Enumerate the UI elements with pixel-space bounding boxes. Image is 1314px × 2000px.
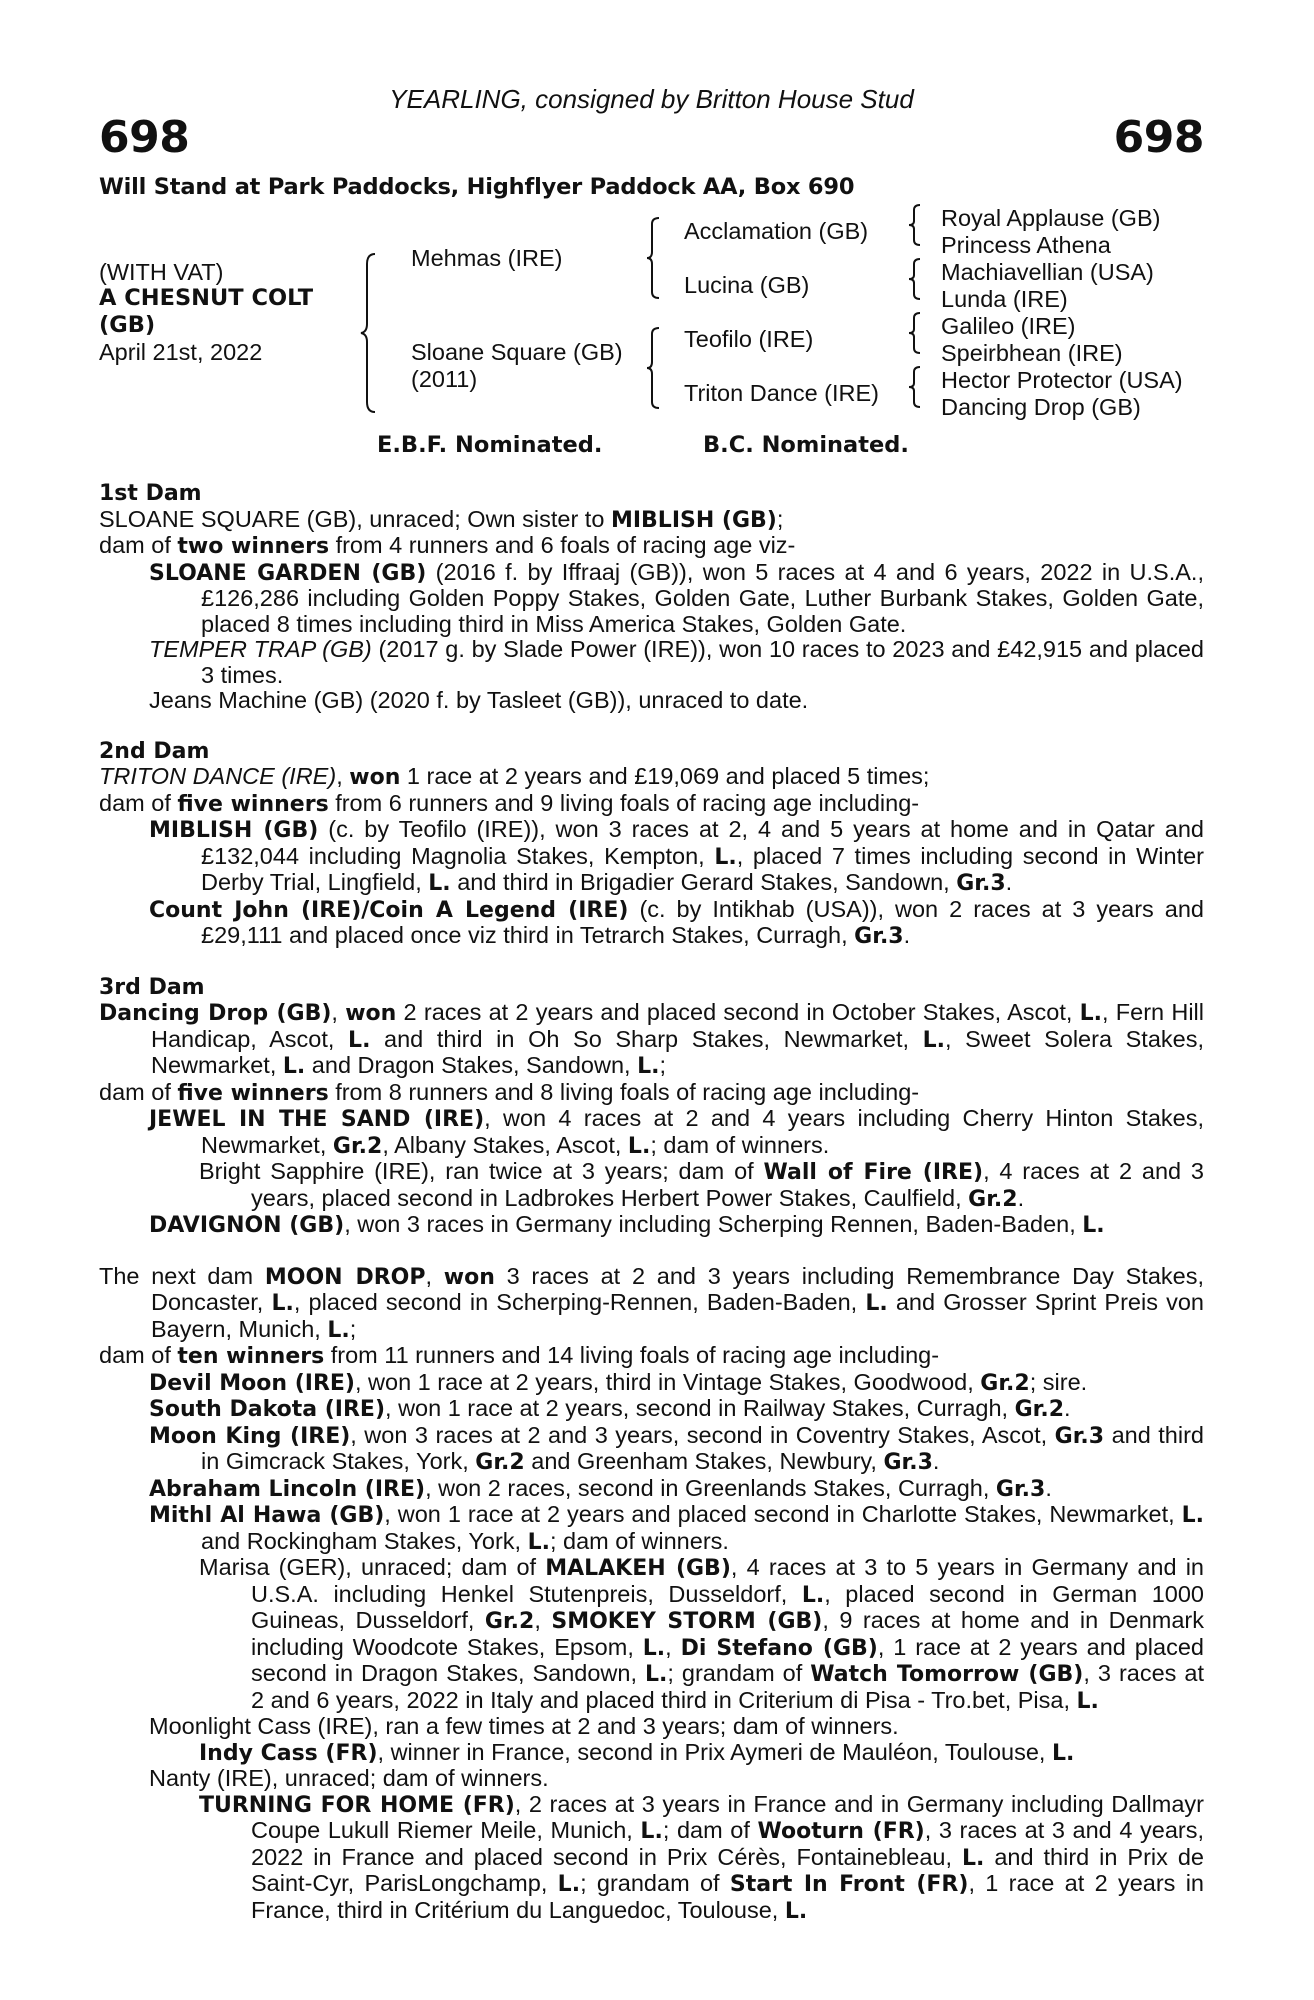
ancestor-5: Galileo (IRE) [941,313,1076,339]
next-dam-produce-5: Mithl Al Hawa (GB), won 1 race at 2 years and placed second in Charlotte Stakes, Newmarket, L. and Rockingham Stakes, York, L.; dam of winners. [149,1501,1205,1555]
first-dam-produce-1: SLOANE GARDEN (GB) (2016 f. by Iffraaj (GB)), won 5 races at 4 and 6 years, 2022 in U.S.A., £126,286 including Golden Poppy Stakes, Golden Gate, Luther Burbank Stakes, Golden Gate, placed 8 times including third in Miss America Stakes, Golden Gate. [149,558,1204,637]
next-dam-produce-6: Moonlight Cass (IRE), ran a few times at 2 and 3 years; dam of winners. [149,1713,899,1739]
ancestor-4: Lunda (IRE) [941,286,1068,312]
lot-number-left: 698 [99,112,190,163]
next-dam-summary: dam of ten winners from 11 runners and 14 living foals of racing age including- [99,1342,940,1369]
catalogue-page [99,0,1204,2000]
ancestor-1: Royal Applause (GB) [941,205,1161,231]
horse-name-line1: A CHESNUT COLT [99,285,314,311]
second-dam-intro: TRITON DANCE (IRE), won 1 race at 2 years and £19,069 and placed 5 times; [99,763,930,790]
third-dam-produce-1-offspring: Bright Sapphire (IRE), ran twice at 3 years; dam of Wall of Fire (IRE), 4 races at 2 and 3 years, placed second in Ladbrokes Herbert Power Stakes, Caulfield, Gr.2. [199,1158,1204,1212]
sire-name: Mehmas (IRE) [411,245,563,271]
third-dam-produce-1: JEWEL IN THE SAND (IRE), won 4 races at 2 and 4 years including Cherry Hinton Stakes, Newmarket, Gr.2, Albany Stakes, Ascot, L.; dam of winners. [149,1105,1204,1159]
second-dam-heading: 2nd Dam [99,738,210,764]
consignor-line: YEARLING, consigned by Britton House Stud [389,84,914,114]
ancestor-2: Princess Athena [941,232,1111,258]
dam-year: (2011) [411,366,478,392]
second-dam-produce-2: Count John (IRE)/Coin A Legend (IRE) (c. by Intikhab (USA)), won 2 races at 3 years and £29,111 and placed once viz third in Tetrarch Stakes, Curragh, Gr.3. [149,895,1204,949]
pedigree-brace-g2 [907,257,923,301]
sire-sire-name: Acclamation (GB) [684,218,869,244]
ebf-nomination: E.B.F. Nominated. [377,432,603,458]
section-gap [99,1239,1204,1264]
third-dam-summary: dam of five winners from 8 runners and 8 living foals of racing age including- [99,1078,920,1106]
vat-note: (WITH VAT) [99,259,224,285]
pedigree-brace-g4 [907,365,923,409]
bc-nomination: B.C. Nominated. [703,432,909,458]
next-dam-produce-7-offspring: TURNING FOR HOME (FR), 2 races at 3 years in France and in Germany including Dallmayr Coupe Lukull Riemer Meile, Munich, L.; dam of Wooturn (FR), 3 races at 3 and 4 years, 2022 in France and placed second in Prix Cérès, Fontainebleau, L. and third in Prix de Saint-Cyr, ParisLongchamp, L.; grandam of Start In Front (FR), 1 race at 2 years in France, third in Critérium du Languedoc, Toulouse, L. [199,1790,1205,1924]
next-dam-produce-5-offspring: Marisa (GER), unraced; dam of MALAKEH (GB), 4 races at 3 to 5 years in Germany and in U.S.A. including Henkel Stutenpreis, Dusseldorf, L., placed second in German 1000 Guineas, Dusseldorf, Gr.2, SMOKEY STORM (GB), 9 races at home and in Denmark including Woodcote Stakes, Epsom, L., Di Stefano (GB), 1 race at 2 years and placed second in Dragon Stakes, Sandown, L.; grandam of Watch Tomorrow (GB), 3 races at 2 and 6 years, 2022 in Italy and placed third in Criterium di Pisa - Tro.bet, Pisa, L. [199,1554,1204,1714]
next-dam-produce-6-offspring: Indy Cass (FR), winner in France, second in Prix Aymeri de Mauléon, Toulouse, L. [199,1738,1075,1766]
next-dam-produce-3: Moon King (IRE), won 3 races at 2 and 3 years, second in Coventry Stakes, Ascot, Gr.3 and third in Gimcrack Stakes, York, Gr.2 and Greenham Stakes, Newbury, Gr.3. [149,1421,1204,1475]
foaling-date: April 21st, 2022 [99,339,263,365]
next-dam-produce-4: Abraham Lincoln (IRE), won 2 races, second in Greenlands Stakes, Curragh, Gr.3. [149,1474,1052,1502]
ancestor-6: Speirbhean (IRE) [941,340,1123,366]
pedigree-brace-sire [645,216,663,300]
pedigree-brace-main [359,252,381,414]
lot-number-right: 698 [1113,112,1204,163]
dam-dam-name: Triton Dance (IRE) [684,380,880,406]
ancestor-3: Machiavellian (USA) [941,259,1154,285]
next-dam-produce-7: Nanty (IRE), unraced; dam of winners. [149,1765,549,1791]
pedigree-brace-g1 [907,203,923,247]
sire-dam-name: Lucina (GB) [684,272,810,298]
next-dam-produce-1: Devil Moon (IRE), won 1 race at 2 years, third in Vintage Stakes, Goodwood, Gr.2; sire. [149,1368,1088,1396]
produce-record [99,481,1204,1924]
pedigree-brace-dam [645,326,663,410]
dam-name: Sloane Square (GB) [411,339,623,365]
pedigree-brace-g3 [907,311,923,355]
next-dam-produce-2: South Dakota (IRE), won 1 race at 2 years, second in Railway Stakes, Curragh, Gr.2. [149,1395,1071,1422]
first-dam-intro: SLOANE SQUARE (GB), unraced; Own sister to MIBLISH (GB); [99,505,784,533]
next-dam-intro: The next dam MOON DROP, won 3 races at 2 and 3 years including Remembrance Day Stakes, Doncaster, L., placed second in Scherping-Rennen, Baden-Baden, L. and Grosser Sprint Preis von Bayern, Munich, L.; [99,1262,1204,1343]
third-dam-produce-2: DAVIGNON (GB), won 3 races in Germany including Scherping Rennen, Baden-Baden, L. [149,1211,1105,1238]
ancestor-8: Dancing Drop (GB) [941,394,1141,420]
ancestor-7: Hector Protector (USA) [941,367,1183,393]
first-dam-produce-3: Jeans Machine (GB) (2020 f. by Tasleet (GB)), unraced to date. [149,687,809,713]
first-dam-produce-2: TEMPER TRAP (GB) (2017 g. by Slade Power (IRE)), won 10 races to 2023 and £42,915 and placed 3 times. [149,636,1204,688]
dam-sire-name: Teofilo (IRE) [684,326,814,352]
second-dam-produce-1: MIBLISH (GB) (c. by Teofilo (IRE)), won 3 races at 2, 4 and 5 years at home and in Qatar and £132,044 including Magnolia Stakes, Kempton, L., placed 7 times including second in Winter Derby Trial, Lingfield, L. and third in Brigadier Gerard Stakes, Sandown, Gr.3. [149,816,1205,896]
first-dam-summary: dam of two winners from 4 runners and 6 foals of racing age viz- [99,532,796,559]
horse-name-line2: (GB) [99,312,156,338]
first-dam-heading: 1st Dam [99,481,202,506]
third-dam-intro: Dancing Drop (GB), won 2 races at 2 years and placed second in October Stakes, Ascot, L., Fern Hill Handicap, Ascot, L. and third in Oh So Sharp Stakes, Newmarket, L., Sweet Solera Stakes, Newmarket, L. and Dragon Stakes, Sandown, L.; [99,999,1204,1079]
second-dam-summary: dam of five winners from 6 runners and 9 living foals of racing age including- [99,789,920,817]
third-dam-heading: 3rd Dam [99,974,205,1000]
stand-location: Will Stand at Park Paddocks, Highflyer Paddock AA, Box 690 [99,174,855,200]
